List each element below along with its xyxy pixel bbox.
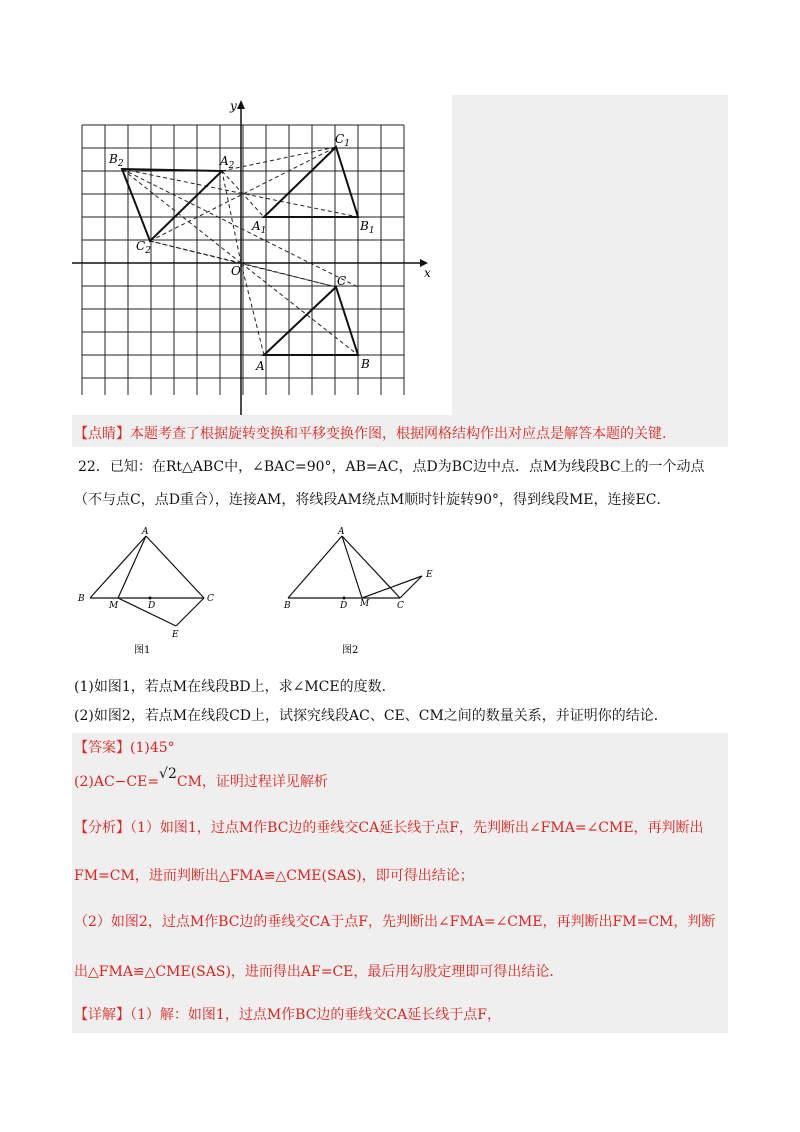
detail-tag: 【详解】 [74,1007,130,1023]
fig1-label-E: E [172,630,179,640]
answer-1: (1)45° [130,740,175,756]
fig2-label-D: D [340,601,348,611]
fig2-label-E: E [426,570,433,580]
segment-AM [342,536,362,598]
question-2: (2)如图2，若点M在线段CD上，试探究线段AC、CE、CM之间的数量关系，并证明你的结论． [74,708,668,724]
dianjing-text: 本题考查了根据旋转变换和平移变换作图，根据网格结构作出对应点是解答本题的关键. [130,426,667,442]
axis-y-label: y [230,99,237,113]
fig1-label-M: M [109,601,119,611]
segment-AC [146,536,204,598]
segment-AC [342,536,400,598]
analysis-p2-line1: （2）如图2，过点M作BC边的垂线交CA于点F，先判断出∠FMA=∠CME，再判断出FM=CM，判断 [74,914,716,930]
problem-line-1 [78,457,705,477]
axis-x-label: x [424,266,431,280]
label-B1: $B_1$ [360,219,375,236]
analysis-tag: 【分析】 [74,820,130,836]
label-A2: $A_2$ [220,154,235,171]
label-C1: $C_1$ [335,132,350,149]
label-C: C [337,274,347,288]
fig2-label-A: A [338,527,345,537]
answer-2-suffix: CM，证明过程详见解析 [176,774,328,790]
label-A: A [256,359,265,373]
fig1-label-D: D [148,601,156,611]
figure-1-caption: 图1 [134,645,151,656]
point-D [343,597,346,600]
segment-AB [288,536,342,598]
segment-ME [362,576,422,598]
analysis-p2-line2: 出△FMA≌△CME(SAS)，进而得出AF=CE，最后用勾股定理即可得出结论． [74,964,564,980]
analysis-p1-line2: FM=CM，进而判断出△FMA≌△CME(SAS)，即可得出结论； [74,868,474,884]
dianjing-tag: 【点睛】 [74,426,130,442]
fig2-label-B: B [284,601,291,611]
segment-EC [400,576,422,598]
figure-2-caption: 图2 [342,645,359,656]
answer-2-prefix: (2)AC−CE= [74,774,160,790]
figure-1 [76,526,236,660]
analysis-line-1 [74,818,704,838]
answer-line-2 [74,766,328,792]
question-1: (1)如图1，若点M在线段BD上，求∠MCE的度数． [74,679,396,695]
origin-label: O [231,264,241,278]
fig2-label-M: M [360,599,370,609]
problem-number: 22． [78,459,110,475]
answer-tag: 【答案】 [74,740,130,756]
label-B: B [361,357,370,371]
label-B2: $B_2$ [109,152,124,169]
figure-2 [280,526,450,660]
problem-line-2: （不与点C，点D重合），连接AM，将线段AM绕点M顺时针旋转90°，得到线段ME，连接EC． [74,492,671,508]
label-C2: $C_2$ [136,239,151,256]
detail-text: （1）解：如图1，过点M作BC边的垂线交CA延长线于点F， [130,1007,501,1023]
fig2-label-C: C [397,601,404,611]
detail-line [74,1005,501,1025]
label-A1: $A_1$ [252,219,267,236]
analysis-p1-line1: （1）如图1，过点M作BC边的垂线交CA延长线于点F，先判断出∠FMA=∠CME，再判断出 [130,820,704,836]
point-D [149,597,152,600]
segment-EC [176,598,204,626]
answer-line-1 [74,738,175,758]
fig1-label-A: A [142,527,149,537]
answer-2-sqrt: √2 [159,766,177,782]
segment-AB [90,536,146,598]
fig1-label-B: B [78,594,85,604]
coordinate-figure [72,95,452,415]
problem-text-1: 已知：在Rt△ABC中，∠BAC=90°，AB=AC，点D为BC边中点．点M为线段BC上的一个动点 [109,459,705,475]
fig1-label-C: C [207,594,214,604]
dianjing-line [74,424,666,444]
segment-ME [118,598,176,626]
segment-AM [118,536,146,598]
